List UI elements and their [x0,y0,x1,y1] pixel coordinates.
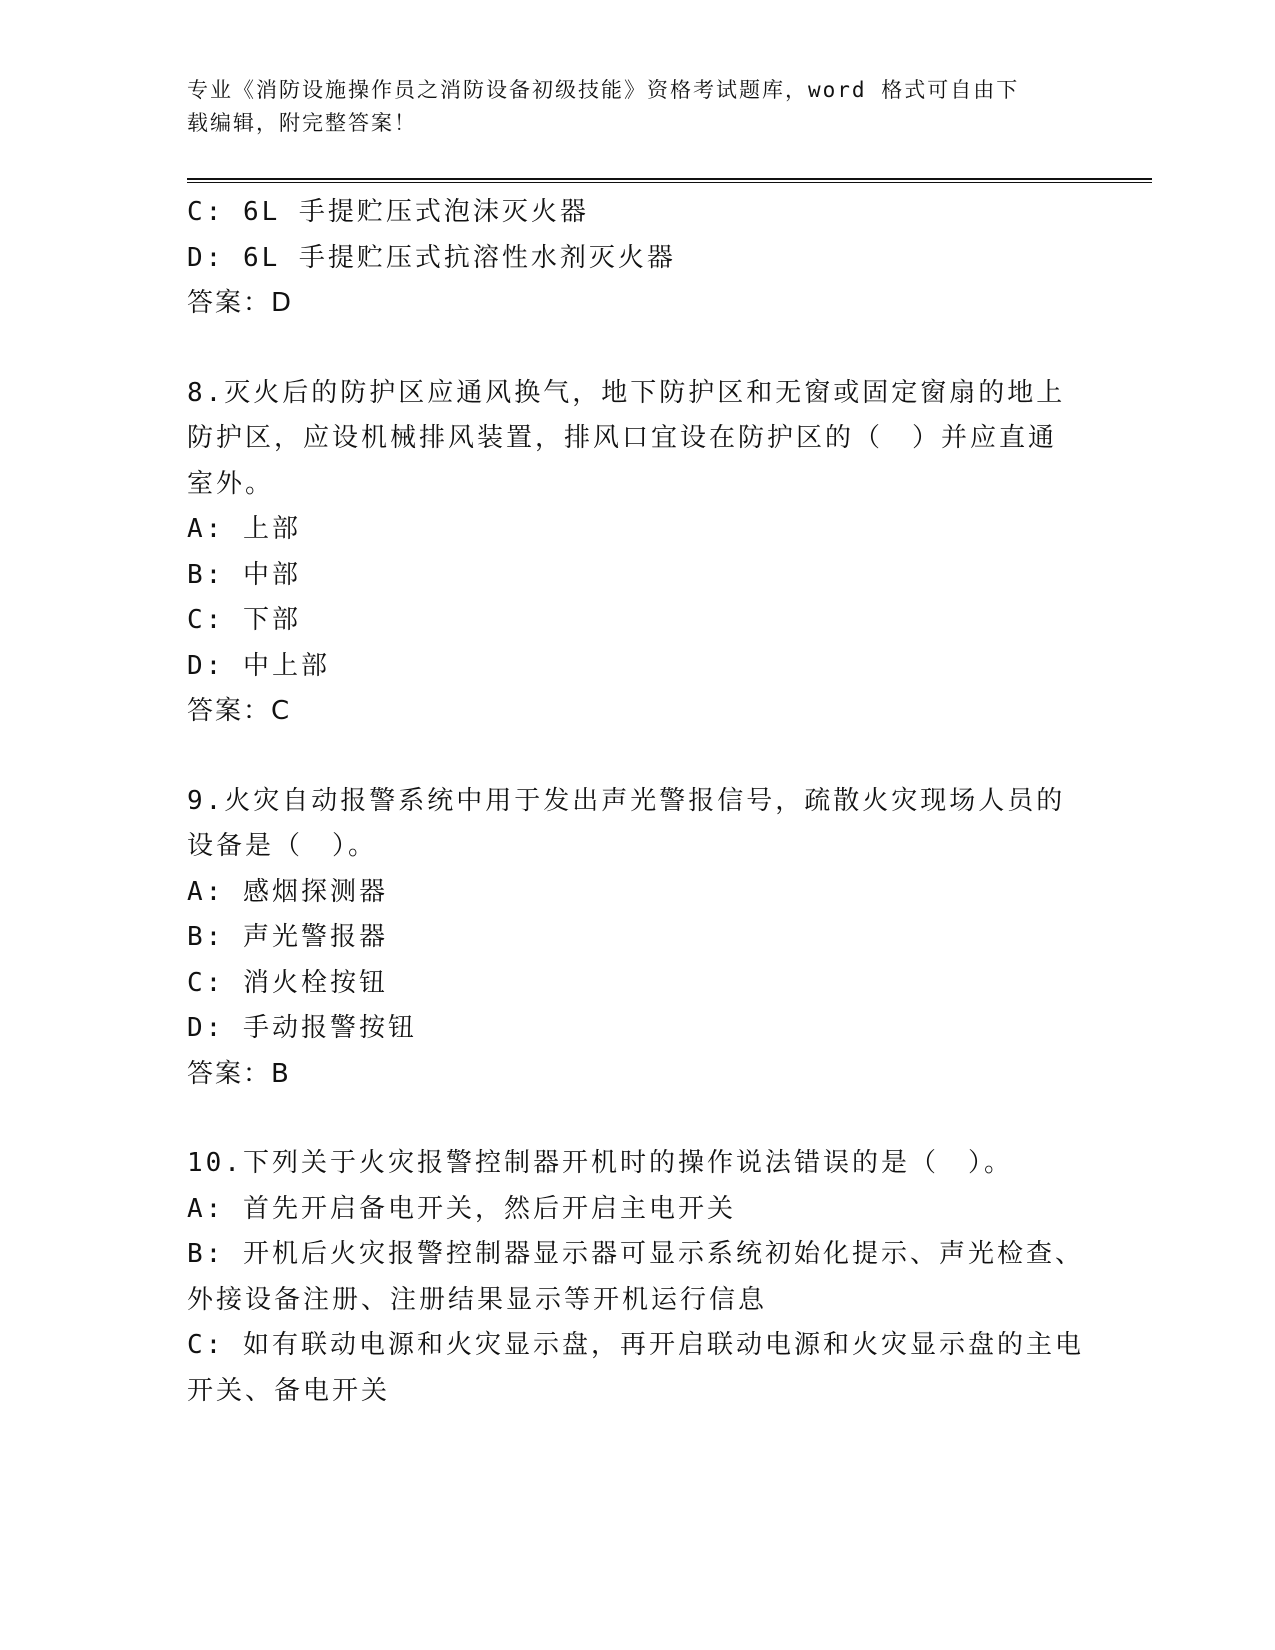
question-10 [187,1141,1087,1414]
option-d: D: 手动报警按钮 [187,1013,417,1043]
spacer [187,735,1087,779]
answer-line: 答案：C [187,696,292,726]
option-a: A: 上部 [187,514,301,544]
option-c: C: 如有联动电源和火灾显示盘，再开启联动电源和火灾显示盘的主电 [187,1330,1084,1360]
option-b-continued: 外接设备注册、注册结果显示等开机运行信息 [187,1284,768,1315]
option-b: B: 中部 [187,559,301,590]
option-c: C: 下部 [187,605,301,635]
option-c: C: 6L 手提贮压式泡沫灭火器 [187,197,589,227]
spacer [187,1097,1087,1141]
option-a: A: 首先开启备电开关，然后开启主电开关 [187,1193,736,1224]
spacer [187,327,1087,371]
question-text-line: 9.火灾自动报警系统中用于发出声光警报信号，疏散火灾现场人员的 [187,785,1066,816]
partial-question [187,190,1087,327]
answer-line: 答案：B [187,1058,291,1089]
question-9 [187,779,1087,1098]
answer-line: 答案：D [187,288,294,318]
option-b: B: 声光警报器 [187,922,388,952]
question-8 [187,371,1087,735]
option-b: B: 开机后火灾报警控制器显示器可显示系统初始化提示、声光检查、 [187,1239,1084,1269]
header-line-1: 专业《消防设施操作员之消防设备初级技能》资格考试题库，word 格式可自由下 [187,78,1020,102]
question-text-line: 室外。 [187,468,275,499]
option-d: D: 中上部 [187,650,330,681]
option-c-continued: 开关、备电开关 [187,1375,391,1406]
header-line-2: 载编辑，附完整答案！ [187,111,417,135]
header-divider [187,178,1152,183]
question-text-line: 10.下列关于火灾报警控制器开机时的操作说法错误的是（ ）。 [187,1148,1013,1178]
question-text-line: 防护区，应设机械排风装置，排风口宜设在防护区的（ ）并应直通 [187,423,1058,453]
option-d: D: 6L 手提贮压式抗溶性水剂灭火器 [187,242,676,273]
question-text-line: 设备是（ ）。 [187,831,378,861]
question-list [187,190,1087,1414]
document-header [187,74,1067,140]
option-c: C: 消火栓按钮 [187,967,388,998]
option-a: A: 感烟探测器 [187,876,388,907]
question-text-line: 8.灭火后的防护区应通风换气，地下防护区和无窗或固定窗扇的地上 [187,377,1066,408]
